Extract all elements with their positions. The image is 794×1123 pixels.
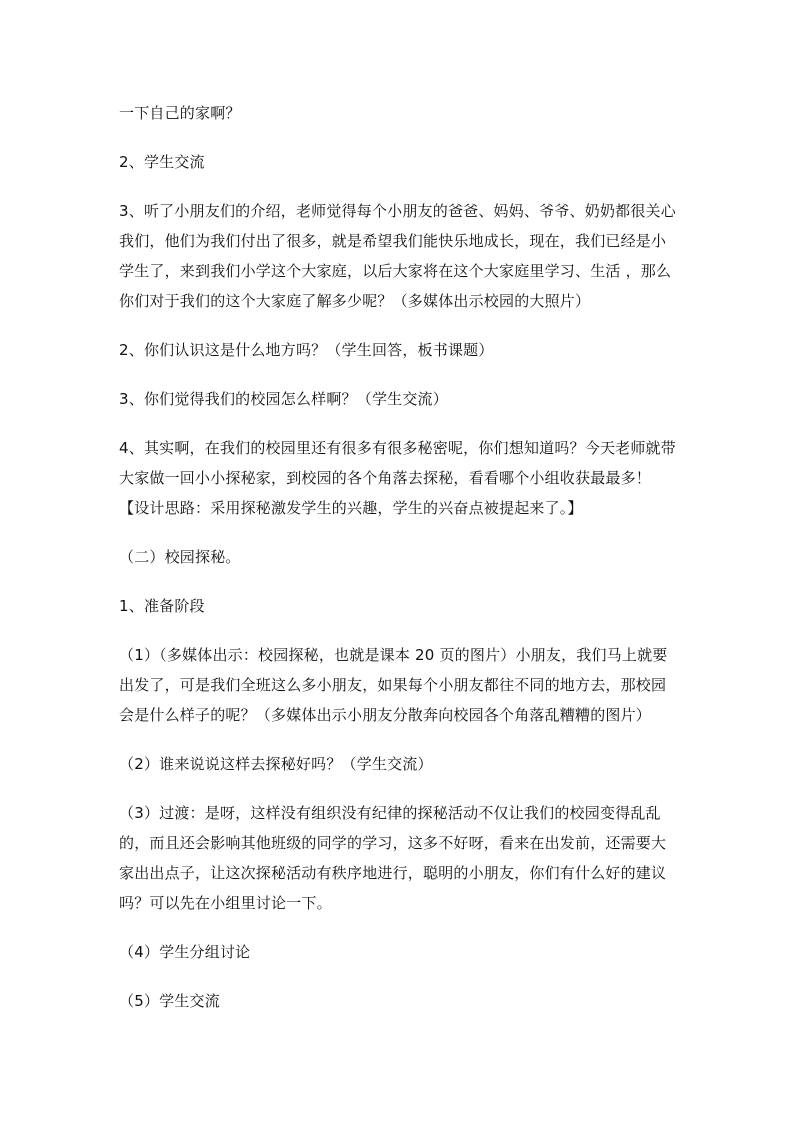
paragraph-10: （2）谁来说说这样去探秘好吗？（学生交流） [119, 755, 433, 773]
paragraph-7: （二）校园探秘。 [119, 548, 241, 566]
paragraph-2: 2、学生交流 [119, 153, 205, 171]
paragraph-9: （1）（多媒体出示：校园探秘，也就是课本 20 页的图片）小朋友，我们马上就要出发了，可是我们全班这么多小朋友，如果每个小朋友都往不同的地方去，那校园会是什么样子的呢？（多媒体出示小朋友分散奔向校园各个角落乱糟糟的图片） [119, 646, 668, 724]
paragraph-5: 3、你们觉得我们的校园怎么样啊？（学生交流） [119, 390, 448, 408]
paragraph-3: 3、听了小朋友们的介绍，老师觉得每个小朋友的爸爸、妈妈、爷爷、奶奶都很关心我们，他们为我们付出了很多，就是希望我们能快乐地成长，现在，我们已经是小学生了，来到我们小学这个大家庭，以后大家将在这个大家庭里学习、生活 ，那么你们对于我们的这个大家庭了解多少呢？（多媒体出示校园的大照片） [119, 202, 676, 310]
document-body [119, 98, 679, 1035]
paragraph-1: 一下自己的家啊？ [119, 104, 241, 122]
paragraph-11: （3）过渡：是呀，这样没有组织没有纪律的探秘活动不仅让我们的校园变得乱乱的，而且还会影响其他班级的同学的学习，这多不好呀，看来在出发前，还需要大家出出点子，让这次探秘活动有秩序地进行，聪明的小朋友，你们有什么好的建议吗？可以先在小组里讨论一下。 [119, 804, 667, 912]
paragraph-13: （5）学生交流 [119, 992, 220, 1010]
paragraph-8: 1、准备阶段 [119, 597, 205, 615]
paragraph-6: 4、其实啊，在我们的校园里还有很多有很多秘密呢，你们想知道吗？今天老师就带大家做一回小小探秘家，到校园的各个角落去探秘，看看哪个小组收获最最多！【设计思路：采用探秘激发学生的兴趣，学生的兴奋点被提起来了。】 [119, 439, 676, 517]
paragraph-4: 2、你们认识这是什么地方吗？（学生回答，板书课题） [119, 341, 494, 359]
paragraph-12: （4）学生分组讨论 [119, 943, 251, 961]
